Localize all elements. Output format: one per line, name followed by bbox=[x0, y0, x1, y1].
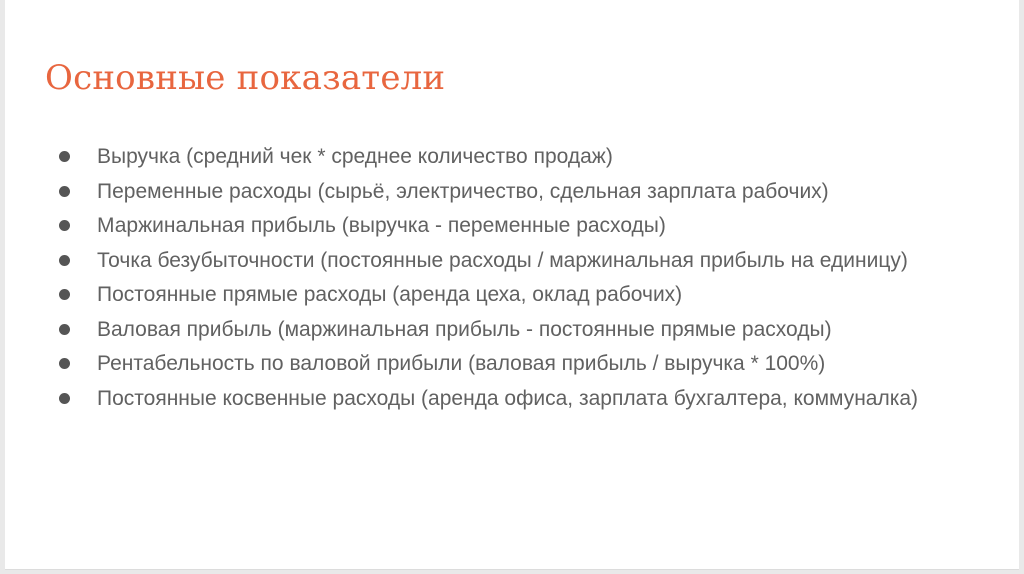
bullet-dot-icon bbox=[59, 289, 70, 300]
slide bbox=[5, 0, 1019, 570]
bullet-dot-icon bbox=[59, 393, 70, 404]
bullet-dot-icon bbox=[59, 186, 70, 197]
list-item bbox=[56, 313, 991, 348]
list-item-text: Валовая прибыль (маржинальная прибыль - постоянные прямые расходы) bbox=[97, 317, 832, 341]
list-item-text: Маржинальная прибыль (выручка - переменные расходы) bbox=[97, 214, 666, 237]
list-item bbox=[56, 382, 991, 417]
list-item bbox=[56, 209, 991, 244]
list-item bbox=[56, 175, 991, 210]
bullet-list bbox=[56, 140, 991, 416]
list-item-text: Выручка (средний чек * среднее количество продаж) bbox=[97, 145, 613, 168]
list-item bbox=[56, 244, 991, 279]
slide-title: Основные показатели bbox=[45, 58, 446, 98]
bullet-dot-icon bbox=[59, 324, 70, 335]
list-item bbox=[56, 278, 991, 313]
list-item-text: Рентабельность по валовой прибыли (валовая прибыль / выручка * 100%) bbox=[97, 352, 826, 375]
bullet-dot-icon bbox=[59, 151, 70, 162]
list-item bbox=[56, 140, 991, 175]
list-item-text: Точка безубыточности (постоянные расходы / маржинальная прибыль на единицу) bbox=[97, 248, 908, 272]
list-item-text: Переменные расходы (сырьё, электричество, сдельная зарплата рабочих) bbox=[97, 179, 829, 203]
bullet-dot-icon bbox=[59, 220, 70, 231]
bullet-dot-icon bbox=[59, 358, 70, 369]
list-item bbox=[56, 347, 991, 382]
list-item-text: Постоянные прямые расходы (аренда цеха, оклад рабочих) bbox=[97, 283, 683, 306]
list-item-text: Постоянные косвенные расходы (аренда офиса, зарплата бухгалтера, коммуналка) bbox=[97, 386, 919, 410]
bullet-dot-icon bbox=[59, 255, 70, 266]
